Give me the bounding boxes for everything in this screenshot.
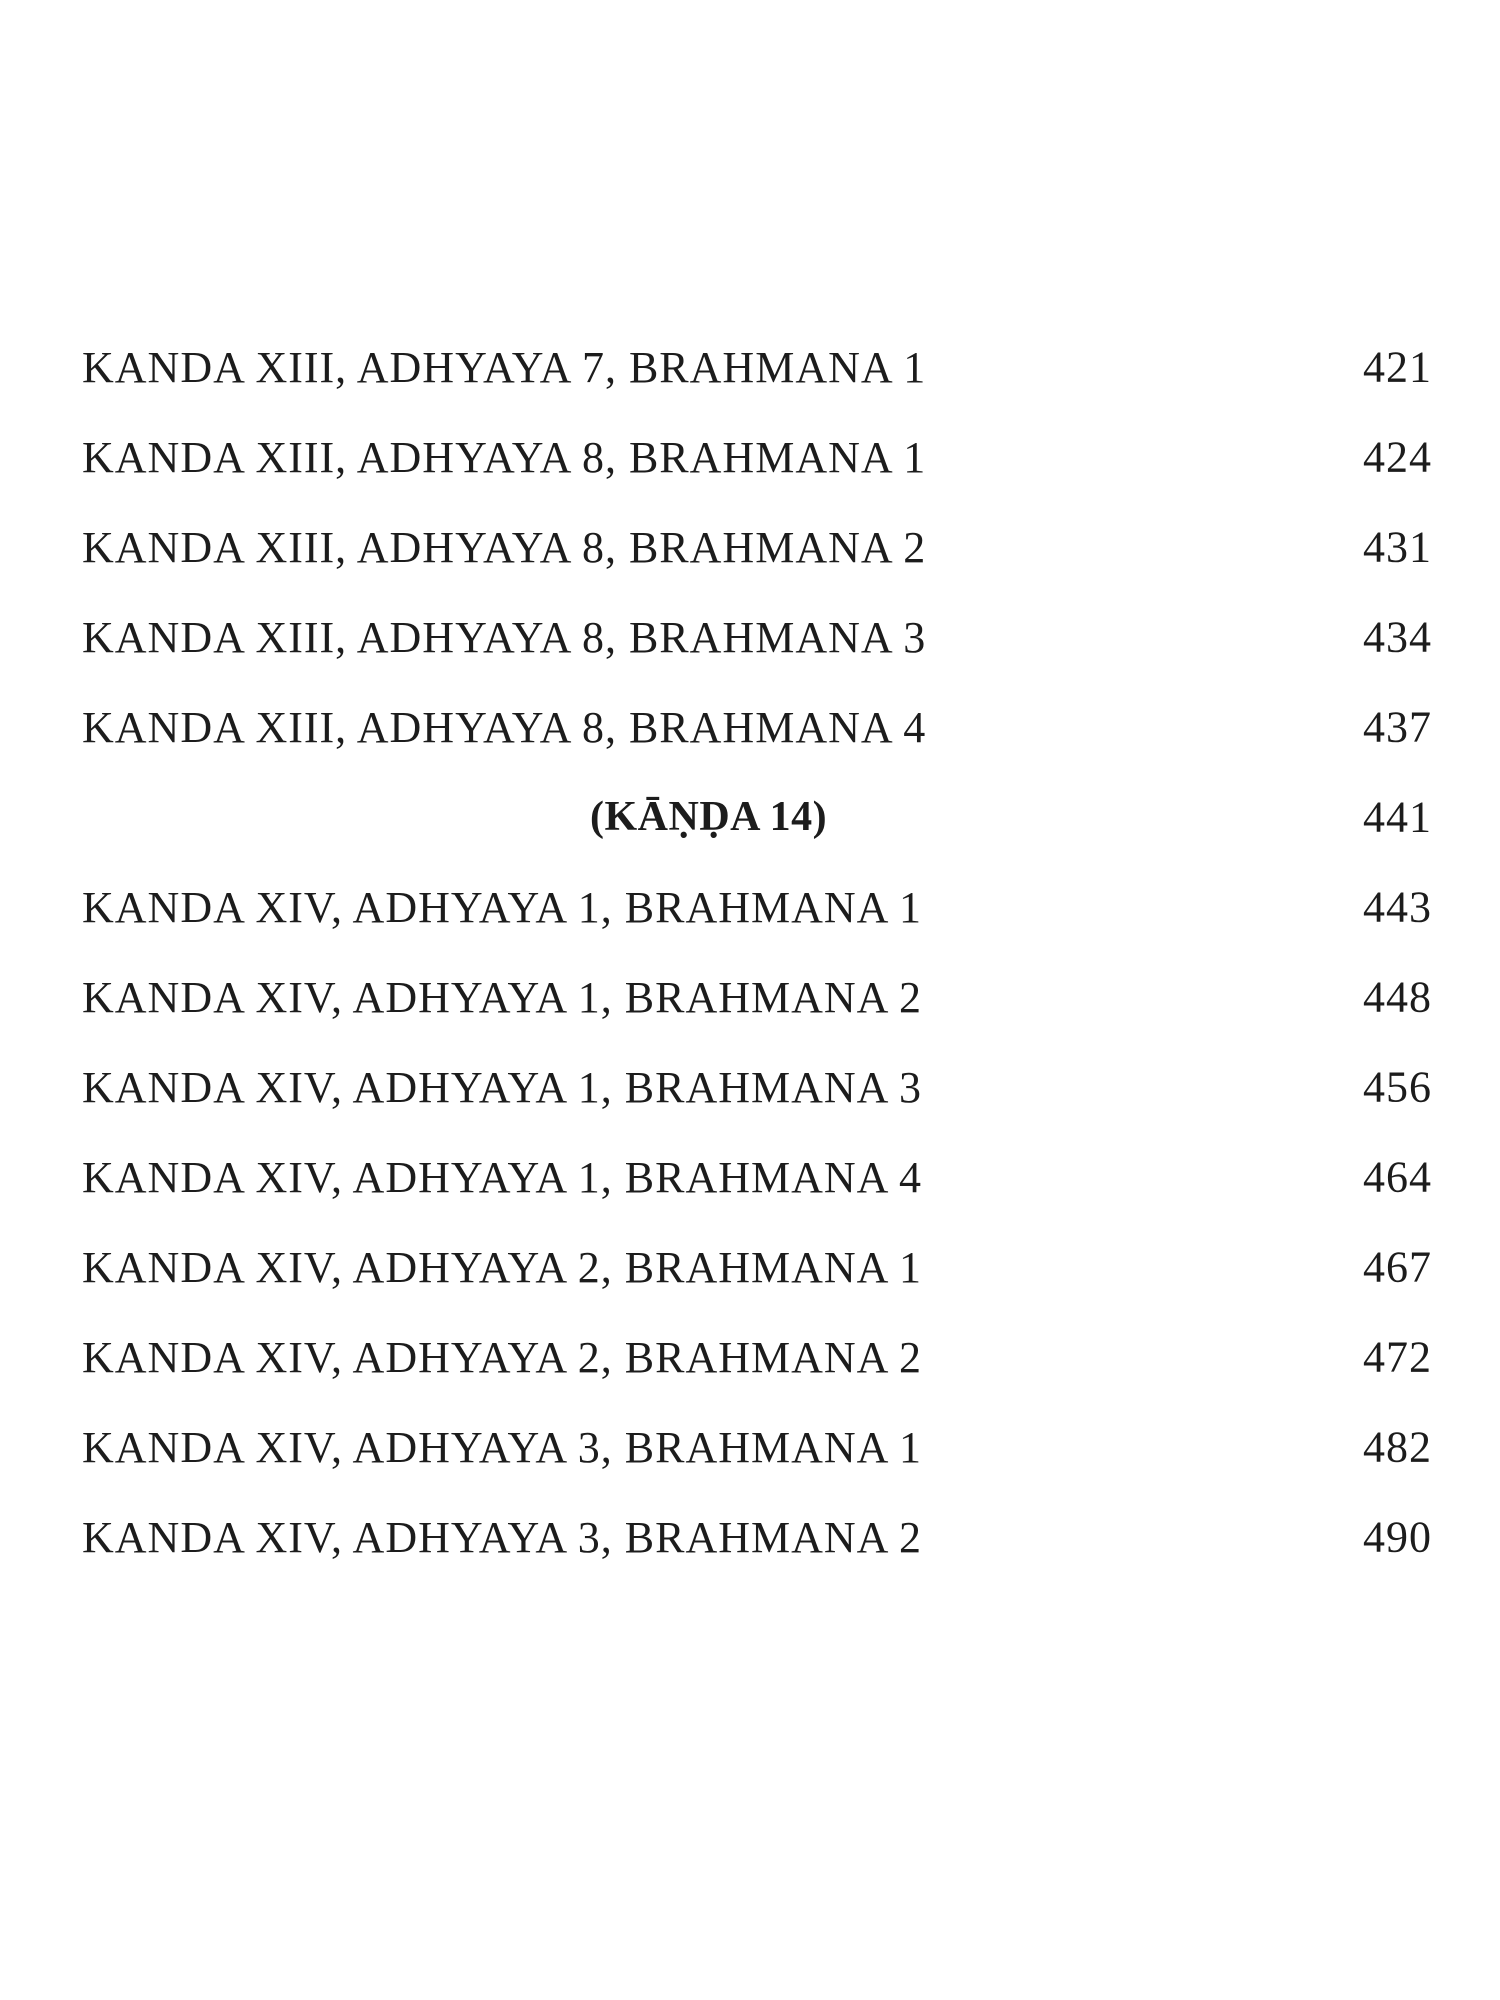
toc-entry-title: KANDA XIV, ADHYAYA 1, BRAHMANA 2 <box>82 972 923 1022</box>
toc-entry-page-number: 464 <box>1363 1152 1432 1202</box>
toc-entry-page-number: 434 <box>1363 612 1432 662</box>
toc-entry-title: KANDA XIII, ADHYAYA 8, BRAHMANA 2 <box>82 522 927 572</box>
table-of-contents <box>82 322 1432 1582</box>
toc-entry-page-number: 456 <box>1363 1062 1432 1112</box>
toc-entry-page-number: 424 <box>1363 432 1432 482</box>
toc-section-heading-title: (KĀṆḌA 14) <box>590 794 828 840</box>
toc-entry-page-number: 482 <box>1363 1422 1432 1472</box>
toc-entry <box>82 1312 1432 1402</box>
toc-entry <box>82 1402 1432 1492</box>
toc-entry-title: KANDA XIV, ADHYAYA 3, BRAHMANA 1 <box>82 1422 923 1472</box>
toc-entry-title: KANDA XIV, ADHYAYA 2, BRAHMANA 1 <box>82 1242 923 1292</box>
toc-entry <box>82 502 1432 592</box>
toc-entry-title: KANDA XIII, ADHYAYA 7, BRAHMANA 1 <box>82 342 927 392</box>
toc-entry <box>82 1492 1432 1582</box>
toc-entry-page-number: 443 <box>1363 882 1432 932</box>
toc-entry-title: KANDA XIV, ADHYAYA 2, BRAHMANA 2 <box>82 1332 923 1382</box>
toc-entry-page-number: 448 <box>1363 972 1432 1022</box>
toc-entry-page-number: 441 <box>1363 792 1432 842</box>
toc-entry-title: KANDA XIV, ADHYAYA 1, BRAHMANA 4 <box>82 1152 923 1202</box>
toc-entry-title: KANDA XIV, ADHYAYA 1, BRAHMANA 3 <box>82 1062 923 1112</box>
toc-entry-title: KANDA XIII, ADHYAYA 8, BRAHMANA 1 <box>82 432 927 482</box>
toc-entry <box>82 1042 1432 1132</box>
toc-entry <box>82 1222 1432 1312</box>
toc-entry-page-number: 437 <box>1363 702 1432 752</box>
toc-entry <box>82 412 1432 502</box>
toc-entry-page-number: 472 <box>1363 1332 1432 1382</box>
toc-entry <box>82 592 1432 682</box>
toc-entry-title: KANDA XIII, ADHYAYA 8, BRAHMANA 3 <box>82 612 927 662</box>
toc-entry <box>82 862 1432 952</box>
toc-entry <box>82 322 1432 412</box>
toc-entry <box>82 952 1432 1042</box>
toc-entry-page-number: 490 <box>1363 1512 1432 1562</box>
toc-entry <box>82 682 1432 772</box>
toc-section-heading <box>82 772 1432 862</box>
toc-entry-page-number: 467 <box>1363 1242 1432 1292</box>
toc-entry-title: KANDA XIII, ADHYAYA 8, BRAHMANA 4 <box>82 702 927 752</box>
toc-entry-title: KANDA XIV, ADHYAYA 1, BRAHMANA 1 <box>82 882 923 932</box>
toc-entry-page-number: 421 <box>1363 342 1432 392</box>
toc-entry-page-number: 431 <box>1363 522 1432 572</box>
toc-entry-title: KANDA XIV, ADHYAYA 3, BRAHMANA 2 <box>82 1512 923 1562</box>
toc-entry <box>82 1132 1432 1222</box>
